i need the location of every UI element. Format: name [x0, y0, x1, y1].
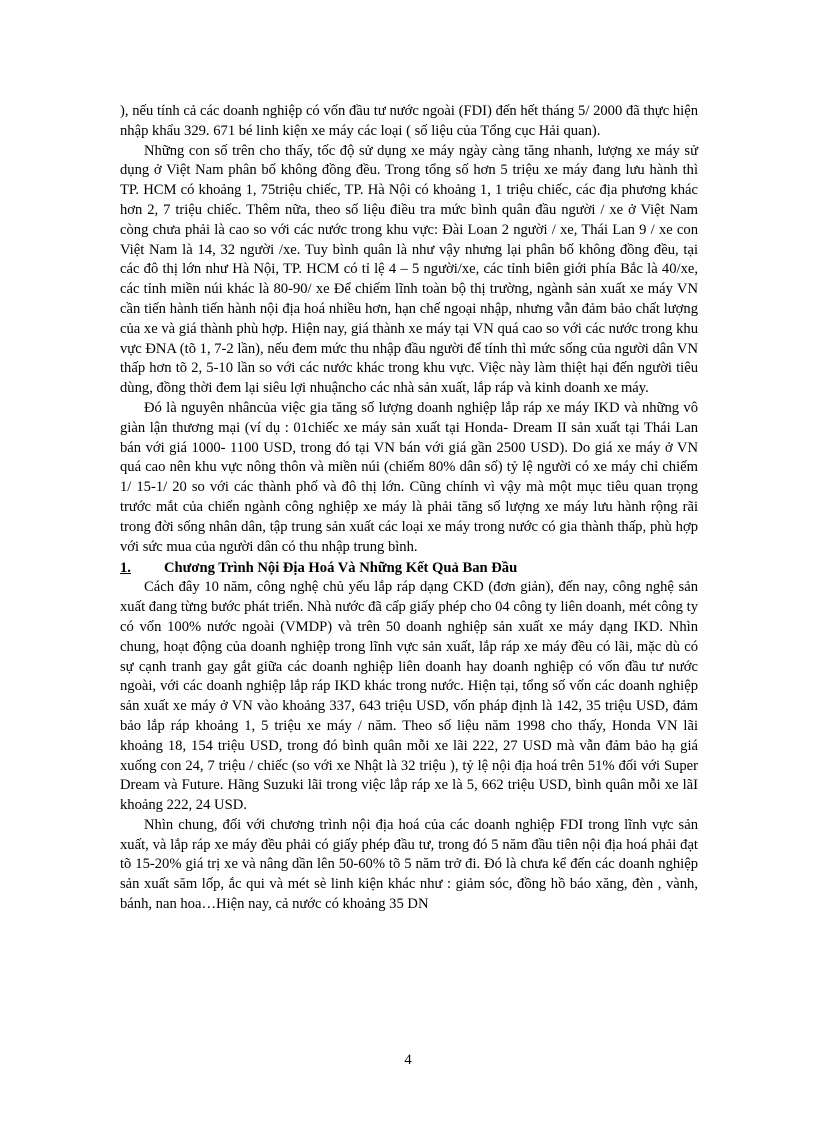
paragraph-motorbike-usage: Những con số trên cho thấy, tốc độ sử dụng xe máy ngày càng tăng nhanh, lượng xe máy sử dụng ở Việt Nam phân bố không đồng đều. Trong tổng số hơn 5 triệu xe máy đang lưu hành thì TP. HCM có khoảng 1, 75triệu chiếc, TP. Hà Nội có khoảng 1, 1 triệu chiếc, các địa phương khác hơn 2, 7 triệu chiếc. Thêm nữa, theo số liệu điều tra mức bình quân đầu người / xe ở Việt Nam còng chưa phải là cao so với các nước trong khu vực: Đài Loan 2 người / xe, Thái Lan 9 / xe con Việt Nam là 14, 32 người /xe. Tuy bình quân là như vậy nhưng lại phân bố không đồng đều, tại các đô thị lớn như Hà Nội, TP. HCM có tỉ lệ 4 – 5 người/xe, các tỉnh biên giới phía Bắc là 40/xe, các tỉnh miền núi khác là 80-90/ xe Để chiếm lĩnh toàn bộ thị trường, ngành sản xuất xe máy VN cần tiến hành tiến hành nội địa hoá nhiều hơn, hạn chế ngoại nhập, nhưng vẫn đảm bảo chất lượng của xe và giá thành phù hợp. Hiện nay, giá thành xe máy tại VN quá cao so với các nước trong khu vực ĐNA (tõ 1, 7-2 lần), nếu đem mức thu nhập đầu người để tính thì mức sống của người dân VN thấp hơn tõ 2, 5-10 lần so với các nước khác trong khu vực. Việc này làm thiệt hại đến người tiêu dùng, đồng thời đem lại siêu lợi nhuậncho các nhà sản xuất, lắp ráp và kinh doanh xe máy. — [120, 142, 698, 397]
body-text — [120, 102, 698, 915]
paragraph-localization: Nhìn chung, đối với chương trình nội địa hoá của các doanh nghiệp FDI trong lĩnh vực sản xuất, và lắp ráp xe máy đều phải có giấy phép đầu tư, trong đó 5 năm đầu tiên nội địa hoá phải đạt tõ 15-20% giá trị xe và nâng dần lên 50-60% tõ 5 năm trở đi. Đó là chưa kể đến các doanh nghiệp sản xuất săm lốp, ắc qui và mét sè linh kiện khác như : giảm sóc, đồng hồ báo xăng, đèn , vành, bánh, nan hoa…Hiện nay, cả nước có khoảng 35 DN — [120, 816, 698, 913]
section-title: Chương Trình Nội Địa Hoá Và Những Kết Quả Ban Đầu — [164, 560, 518, 577]
section-heading — [120, 558, 698, 578]
page-number: 4 — [404, 1052, 412, 1068]
paragraph-ikd-assembly: Đó là nguyên nhâncủa việc gia tăng số lượng doanh nghiệp lắp ráp xe máy IKD và những vô giàn lận thương mại (ví dụ : 01chiếc xe máy sản xuất tại Honda- Dream II sản xuất tại Thái Lan bán với giá 1000- 1100 USD, trong đó tại VN bán với giá gần 2500 USD). Do giá xe máy ở VN quá cao nên khu vực nông thôn và miền núi (chiếm 80% dân số) tỷ lệ người có xe máy chỉ chiếm 1/ 15-1/ 20 so với các thành phố và đô thị lớn. Cũng chính vì vậy mà một mục tiêu quan trọng trước mắt của chiến ngành công nghiệp xe máy là phải tăng số lượng xe máy lưu hành rộng rãi trong đời sống nhân dân, tập trung sản xuất các loại xe máy trong nước có gia thành thấp, phù hợp với sức mua của người dân có thu nhập trung bình. — [120, 399, 698, 555]
section-number: 1. — [120, 560, 131, 577]
paragraph-technology: Cách đây 10 năm, công nghệ chủ yếu lắp ráp dạng CKD (đơn giản), đến nay, công nghệ sản xuất đang từng bước phát triển. Nhà nước đã cấp giấy phép cho 04 công ty liên doanh, mét công ty có vốn 100% nước ngoài (VMDP) và trên 50 doanh nghiệp sản xuất xe máy dạng IKD. Nhìn chung, hoạt động của doanh nghiệp trong lĩnh vực sản xuất, lắp ráp xe máy đều có lãi, mặc dù có sự cạnh tranh gay gắt giữa các doanh nghiệp liên doanh hay doanh nghiệp có vốn đầu tư nước ngoài, với các doanh nghiệp lắp ráp IKD khác trong nước. Hiện tại, tổng số vốn các doanh nghiệp sản xuất xe máy ở VN vào khoảng 337, 643 triệu USD, vốn pháp định là 142, 35 triệu USD, đảm bảo lắp ráp khoảng 1, 5 triệu xe máy / năm. Theo số liệu năm 1998 cho thấy, Honda VN lãi khoảng 18, 154 triệu USD, trong đó bình quân mỗi xe lãi 222, 27 USD mà vẫn đảm bảo hạ giá xuống con 24, 7 triệu / chiếc (so với xe Nhật là 32 triệu ), tỷ lệ nội địa hoá trên 51% đối với Super Dream và Future. Hãng Suzuki lãi trong việc lắp ráp xe là 5, 662 triệu USD, bình quân mỗi xe lãI khoảng 222, 24 USD. — [120, 579, 698, 814]
paragraph-continuation: ), nếu tính cả các doanh nghiệp có vốn đầu tư nước ngoài (FDI) đến hết tháng 5/ 2000 đã thực hiện nhập khẩu 329. 671 bé linh kiện xe máy các loại ( số liệu của Tổng cục Hải quan). — [120, 103, 698, 139]
